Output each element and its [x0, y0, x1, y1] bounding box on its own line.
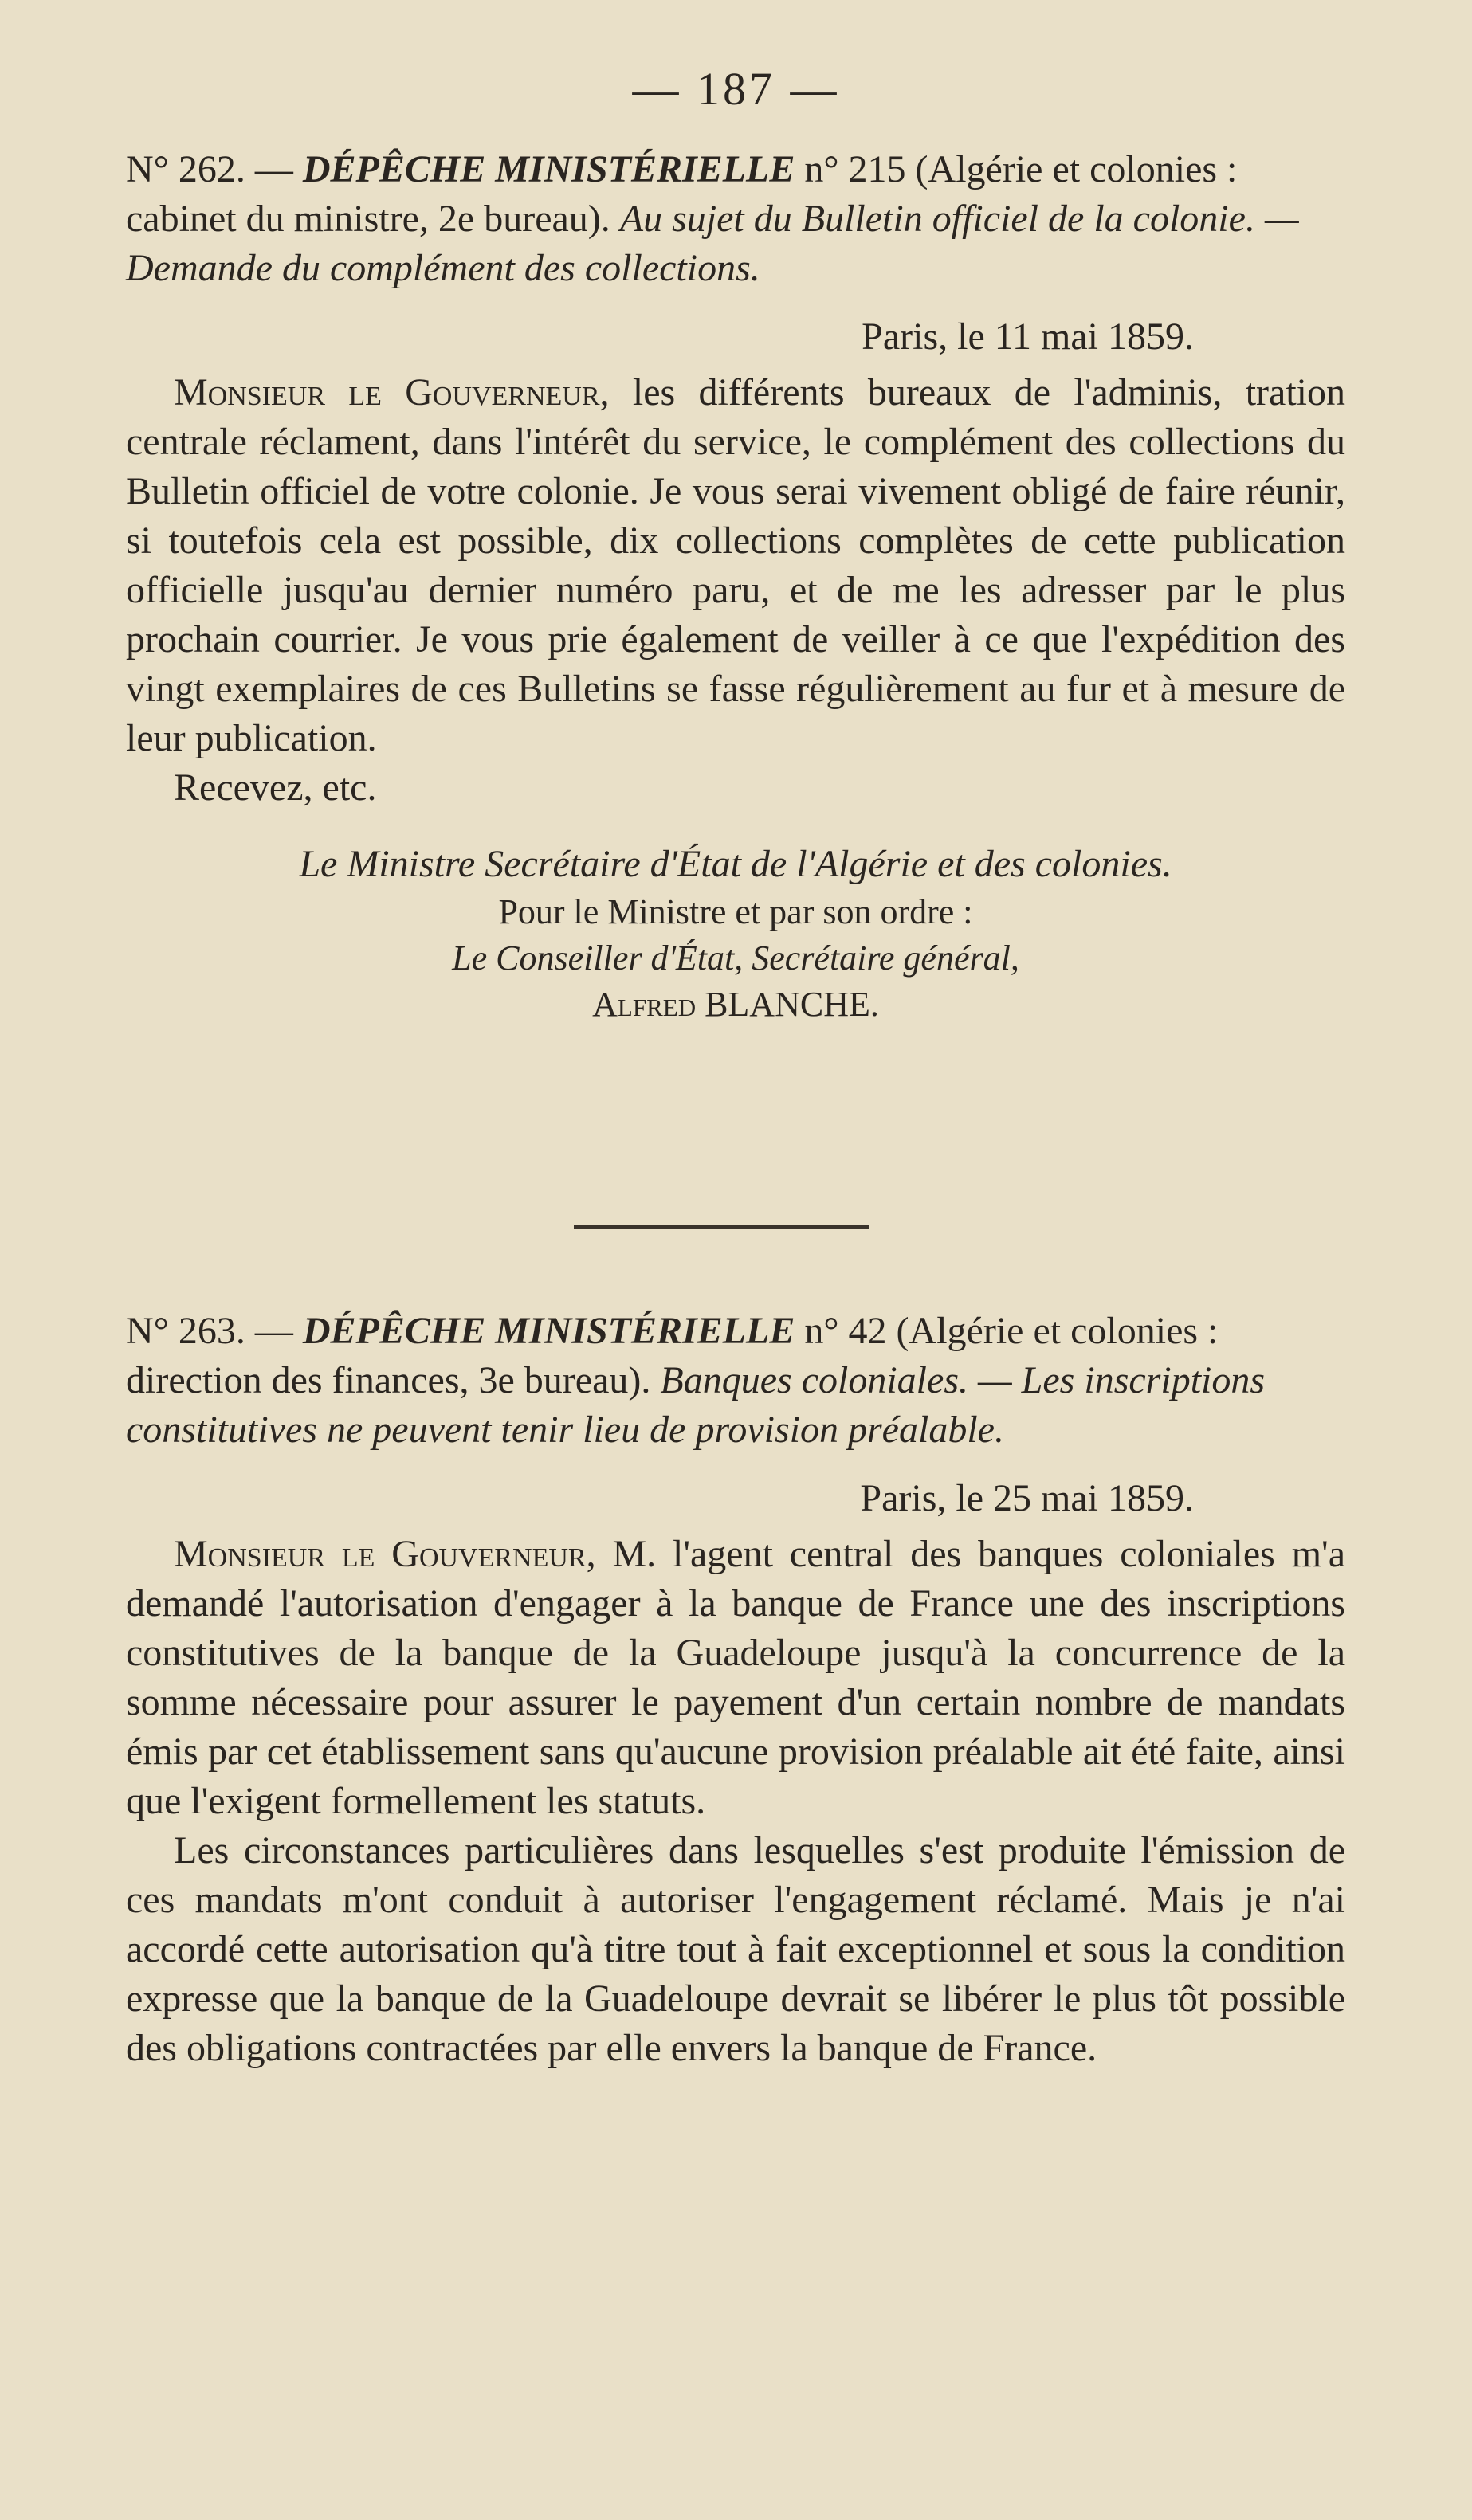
- page-number: — 187 —: [632, 63, 840, 115]
- section-263: [126, 1307, 1345, 2073]
- signature-title: Le Ministre Secrétaire d'État de l'Algérie et des colonies.: [299, 843, 1172, 885]
- body-paragraph: [126, 368, 1345, 763]
- section-ref: n° 215 (Algérie et colonies : cabinet du ministre, 2e bureau).: [126, 148, 1238, 240]
- section-number: N° 262.: [126, 148, 245, 190]
- section-title: DÉPÊCHE MINISTÉRIELLE: [302, 148, 795, 190]
- paragraph-text: , les différents bureaux de l'adminis, tration centrale réclament, dans l'intérêt du service, le complément des collections du Bulletin officiel de votre colonie. Je vous serai vivement obligé de faire réunir, si toutefois cela est possible, dix collections complètes de cette publication officielle jusqu'au dernier numéro paru, et de me les adresser par le plus prochain courrier. Je vous prie également de veiller à ce que l'expédition des vingt exemplaires de ces Bulletins se fasse régulièrement au fur et à mesure de leur publication.: [126, 371, 1345, 759]
- signatory-name: Alfred BLANCHE.: [592, 985, 879, 1024]
- section-heading: [126, 1307, 1345, 1455]
- signature-line: Pour le Ministre et par son ordre :: [498, 892, 973, 931]
- closing: Recevez, etc.: [174, 766, 377, 809]
- section-date: Paris, le 25 mai 1859.: [860, 1477, 1194, 1519]
- body-paragraph: [126, 1530, 1345, 1826]
- section-subject: Banques coloniales. — Les inscriptions constitutives ne peuvent tenir lieu de provision préalable.: [126, 1359, 1266, 1451]
- section-title: DÉPÊCHE MINISTÉRIELLE: [302, 1310, 795, 1352]
- heading-dash: —: [245, 148, 303, 190]
- salutation: Monsieur le Gouverneur: [174, 371, 600, 413]
- section-date: Paris, le 11 mai 1859.: [862, 315, 1194, 358]
- section-262: [126, 145, 1345, 1028]
- section-number: N° 263.: [126, 1310, 245, 1352]
- section-heading: [126, 145, 1345, 293]
- signature-line: Le Conseiller d'État, Secrétaire général,: [452, 939, 1019, 978]
- salutation: Monsieur le Gouverneur: [174, 1533, 587, 1575]
- separator-rule: [574, 1225, 869, 1229]
- body-paragraph: Les circonstances particulières dans lesquelles s'est produite l'émission de ces mandats m'ont conduit à autoriser l'engagement réclamé. Mais je n'ai accordé cette autorisation qu'à titre tout à fait exceptionnel et sous la condition expresse que la banque de la Guadeloupe devrait se libérer le plus tôt possible des obligations contractées par elle envers la banque de France.: [126, 1829, 1345, 2069]
- heading-dash: —: [245, 1310, 303, 1352]
- section-ref: n° 42 (Algérie et colonies : direction des finances, 3e bureau).: [126, 1310, 1219, 1401]
- section-subject: Au sujet du Bulletin officiel de la colonie. — Demande du complément des collections.: [126, 198, 1299, 289]
- paragraph-text: , M. l'agent central des banques coloniales m'a demandé l'autorisation d'engager à la banque de France une des inscriptions constitutives de la banque de la Guadeloupe jusqu'à la concurrence de la somme nécessaire pour assurer le payement d'un certain nombre de mandats émis par cet établissement sans qu'aucune provision préalable ait été faite, ainsi que l'exigent formellement les statuts.: [126, 1533, 1345, 1822]
